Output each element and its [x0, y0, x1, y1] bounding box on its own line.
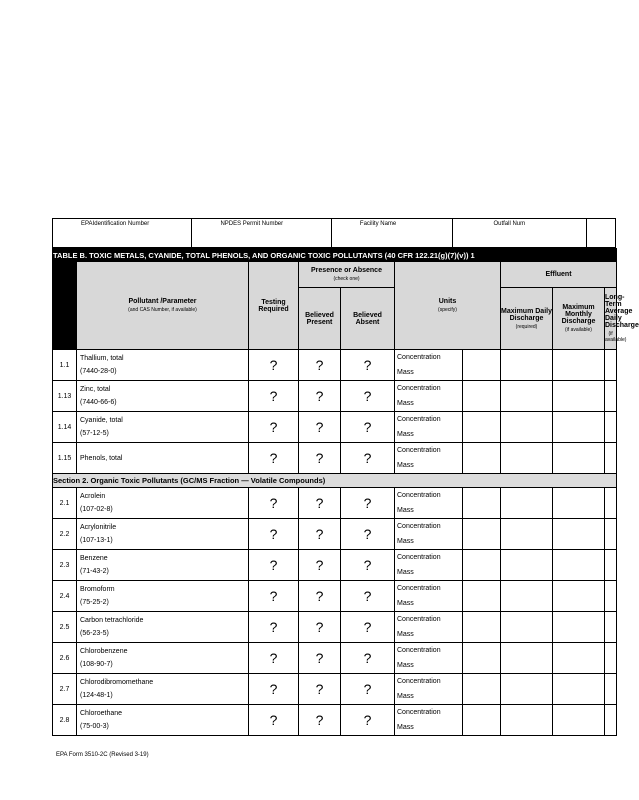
long-term-input[interactable] — [605, 705, 617, 736]
testing-required-field[interactable]: ? — [249, 443, 299, 474]
pollutant-name — [77, 612, 249, 643]
epa-id-label: EPAIdentification Number — [81, 221, 150, 227]
max-daily-input[interactable] — [501, 381, 553, 412]
max-daily-input[interactable] — [501, 612, 553, 643]
long-term-header: Long-Term Average Daily Discharge (if available) — [605, 288, 617, 350]
pollutant-name — [77, 643, 249, 674]
max-monthly-input[interactable] — [553, 643, 605, 674]
concentration-label: Concentration — [397, 416, 441, 423]
cas-number: (75-00-3) — [80, 723, 109, 730]
row-number: 2.6 — [53, 643, 77, 674]
believed-present-field[interactable]: ? — [299, 705, 341, 736]
mass-label: Mass — [397, 600, 414, 607]
mass-label: Mass — [397, 693, 414, 700]
row-number: 2.5 — [53, 612, 77, 643]
mass-label: Mass — [397, 507, 414, 514]
units-label — [395, 350, 463, 381]
units-label — [395, 412, 463, 443]
cas-number: (7440-66-6) — [80, 399, 117, 406]
long-term-input[interactable] — [605, 412, 617, 443]
testing-required-field[interactable]: ? — [249, 381, 299, 412]
believed-absent-header: Believed Absent — [341, 288, 395, 350]
long-term-input[interactable] — [605, 381, 617, 412]
table-row — [53, 350, 617, 381]
units-label — [395, 381, 463, 412]
form-footer: EPA Form 3510-2C (Revised 3-19) — [56, 752, 149, 758]
pollutant-label: Phenols, total — [80, 454, 123, 462]
units-input[interactable] — [463, 519, 501, 550]
max-monthly-input[interactable] — [553, 581, 605, 612]
table-row — [53, 674, 617, 705]
row-number: 2.1 — [53, 488, 77, 519]
table-row — [53, 705, 617, 736]
believed-present-field[interactable]: ? — [299, 443, 341, 474]
believed-present-field[interactable]: ? — [299, 612, 341, 643]
max-daily-input[interactable] — [501, 705, 553, 736]
max-daily-header: Maximum Daily Discharge (required) — [501, 288, 553, 350]
max-monthly-input[interactable] — [553, 412, 605, 443]
cas-number: (56-23-5) — [80, 630, 109, 637]
effluent-header: Effluent — [501, 262, 617, 288]
testing-required-field[interactable]: ? — [249, 350, 299, 381]
believed-absent-field[interactable]: ? — [341, 550, 395, 581]
pollutant-label: Bromoform — [80, 586, 115, 593]
max-monthly-input[interactable] — [553, 705, 605, 736]
pollutant-name — [77, 381, 249, 412]
long-term-input[interactable] — [605, 674, 617, 705]
believed-present-field[interactable]: ? — [299, 488, 341, 519]
pollutant-name — [77, 412, 249, 443]
cas-number: (107-13-1) — [80, 537, 113, 544]
pollutant-label: Zinc, total — [80, 386, 111, 393]
units-label — [395, 443, 463, 474]
cas-number: (7440-28-0) — [80, 368, 117, 375]
max-daily-input[interactable] — [501, 443, 553, 474]
mass-label: Mass — [397, 369, 414, 376]
pollutant-name — [77, 488, 249, 519]
long-term-input[interactable] — [605, 519, 617, 550]
table-row — [53, 412, 617, 443]
pollutant-label: Chloroethane — [80, 710, 123, 717]
pollutant-table — [52, 248, 639, 736]
pollutant-label: Acrylonitrile — [80, 524, 117, 531]
believed-present-header: Believed Present — [299, 288, 341, 350]
facility-label: Facility Name — [359, 221, 397, 227]
units-label — [395, 550, 463, 581]
concentration-label: Concentration — [397, 554, 441, 561]
units-label — [395, 643, 463, 674]
max-daily-input[interactable] — [501, 581, 553, 612]
npdes-field[interactable] — [192, 219, 331, 247]
long-term-input[interactable] — [605, 643, 617, 674]
max-monthly-header: Maximum Monthly Discharge (if available) — [553, 288, 605, 350]
believed-present-field[interactable]: ? — [299, 581, 341, 612]
units-input[interactable] — [463, 674, 501, 705]
long-term-input[interactable] — [605, 581, 617, 612]
testing-required-field[interactable]: ? — [249, 519, 299, 550]
long-term-input[interactable] — [605, 350, 617, 381]
cas-number: (124-48-1) — [80, 692, 113, 699]
units-input[interactable] — [463, 643, 501, 674]
max-daily-input[interactable] — [501, 643, 553, 674]
pollutant-name — [77, 443, 249, 474]
testing-required-field[interactable]: ? — [249, 412, 299, 443]
table-row — [53, 381, 617, 412]
cas-number: (107-02-8) — [80, 506, 113, 513]
max-daily-input[interactable] — [501, 350, 553, 381]
units-label — [395, 519, 463, 550]
presence-header: Presence or Absence (check one) — [299, 262, 395, 288]
max-monthly-input[interactable] — [553, 381, 605, 412]
max-monthly-input[interactable] — [553, 519, 605, 550]
units-input[interactable] — [463, 581, 501, 612]
units-label — [395, 488, 463, 519]
testing-required-field[interactable]: ? — [249, 581, 299, 612]
mass-label: Mass — [397, 462, 414, 469]
long-term-input[interactable] — [605, 488, 617, 519]
believed-present-field[interactable]: ? — [299, 674, 341, 705]
testing-required-field[interactable]: ? — [249, 612, 299, 643]
units-input[interactable] — [463, 612, 501, 643]
pollutant-name — [77, 519, 249, 550]
cas-number: (71-43-2) — [80, 568, 109, 575]
table-row — [53, 643, 617, 674]
pollutant-name — [77, 550, 249, 581]
units-header: Units (specify) — [395, 262, 501, 350]
believed-absent-field[interactable]: ? — [341, 519, 395, 550]
units-input[interactable] — [463, 488, 501, 519]
concentration-label: Concentration — [397, 354, 441, 361]
believed-absent-field[interactable]: ? — [341, 350, 395, 381]
row-number: 1.14 — [53, 412, 77, 443]
units-input[interactable] — [463, 550, 501, 581]
pollutant-label: Thallium, total — [80, 355, 124, 362]
believed-present-field[interactable]: ? — [299, 412, 341, 443]
pollutant-label: Chlorodibromomethane — [80, 679, 154, 686]
pollutant-name — [77, 350, 249, 381]
pollutant-name — [77, 705, 249, 736]
believed-absent-field[interactable]: ? — [341, 381, 395, 412]
units-input[interactable] — [463, 350, 501, 381]
table-row — [53, 488, 617, 519]
identification-bar — [52, 218, 616, 248]
units-label — [395, 612, 463, 643]
max-monthly-input[interactable] — [553, 488, 605, 519]
believed-present-field[interactable]: ? — [299, 550, 341, 581]
table-row — [53, 612, 617, 643]
mass-label: Mass — [397, 569, 414, 576]
max-daily-input[interactable] — [501, 550, 553, 581]
concentration-label: Concentration — [397, 678, 441, 685]
believed-absent-field[interactable]: ? — [341, 412, 395, 443]
believed-absent-field[interactable]: ? — [341, 581, 395, 612]
row-number: 2.7 — [53, 674, 77, 705]
table-row — [53, 581, 617, 612]
cas-number: (108-90-7) — [80, 661, 113, 668]
table-row — [53, 550, 617, 581]
row-number: 1.13 — [53, 381, 77, 412]
row-number: 2.2 — [53, 519, 77, 550]
max-monthly-input[interactable] — [553, 674, 605, 705]
row-number: 2.8 — [53, 705, 77, 736]
max-monthly-input[interactable] — [553, 350, 605, 381]
table-title-row — [53, 249, 617, 262]
pollutant-label: Benzene — [80, 555, 108, 562]
row-number: 1.15 — [53, 443, 77, 474]
cas-number: (57-12-5) — [80, 430, 109, 437]
pollutant-label: Acrolein — [80, 493, 106, 500]
max-monthly-input[interactable] — [553, 443, 605, 474]
believed-present-field[interactable]: ? — [299, 643, 341, 674]
mass-label: Mass — [397, 431, 414, 438]
table-row — [53, 443, 617, 474]
concentration-label: Concentration — [397, 616, 441, 623]
units-label — [395, 581, 463, 612]
concentration-label: Concentration — [397, 709, 441, 716]
believed-present-field[interactable]: ? — [299, 381, 341, 412]
concentration-label: Concentration — [397, 385, 441, 392]
max-daily-input[interactable] — [501, 412, 553, 443]
units-input[interactable] — [463, 705, 501, 736]
max-daily-input[interactable] — [501, 674, 553, 705]
section-2-title: Section 2. Organic Toxic Pollutants (GC/MS Fraction — Volatile Compounds) — [53, 474, 617, 488]
testing-required-field[interactable]: ? — [249, 550, 299, 581]
testing-required-field[interactable]: ? — [249, 488, 299, 519]
believed-absent-field[interactable]: ? — [341, 674, 395, 705]
long-term-input[interactable] — [605, 612, 617, 643]
max-monthly-input[interactable] — [553, 612, 605, 643]
pollutant-label: Carbon tetrachloride — [80, 617, 144, 624]
mass-label: Mass — [397, 662, 414, 669]
row-number: 1.1 — [53, 350, 77, 381]
cas-number: (75-25-2) — [80, 599, 109, 606]
outfall-field[interactable] — [453, 219, 587, 247]
max-monthly-input[interactable] — [553, 550, 605, 581]
npdes-label: NPDES Permit Number — [220, 221, 284, 227]
concentration-label: Concentration — [397, 523, 441, 530]
units-label — [395, 674, 463, 705]
epa-id-field[interactable] — [53, 219, 192, 247]
row-number: 2.3 — [53, 550, 77, 581]
units-input[interactable] — [463, 443, 501, 474]
pollutant-name — [77, 674, 249, 705]
table-row — [53, 519, 617, 550]
row-number: 2.4 — [53, 581, 77, 612]
believed-absent-field[interactable]: ? — [341, 443, 395, 474]
mass-label: Mass — [397, 724, 414, 731]
mass-label: Mass — [397, 631, 414, 638]
units-input[interactable] — [463, 381, 501, 412]
testing-header: Testing Required — [249, 262, 299, 350]
units-input[interactable] — [463, 412, 501, 443]
pollutant-label: Cyanide, total — [80, 417, 123, 424]
concentration-label: Concentration — [397, 447, 441, 454]
believed-absent-field[interactable]: ? — [341, 643, 395, 674]
long-term-input[interactable] — [605, 443, 617, 474]
max-daily-input[interactable] — [501, 519, 553, 550]
section-2-header-row — [53, 474, 617, 488]
believed-present-field[interactable]: ? — [299, 519, 341, 550]
concentration-label: Concentration — [397, 585, 441, 592]
pollutant-header: Pollutant /Parameter (and CAS Number, if available) — [77, 262, 249, 350]
concentration-label: Concentration — [397, 647, 441, 654]
believed-absent-field[interactable]: ? — [341, 612, 395, 643]
mass-label: Mass — [397, 400, 414, 407]
table-title: TABLE B. TOXIC METALS, CYANIDE, TOTAL PHENOLS, AND ORGANIC TOXIC POLLUTANTS (40 CFR 122.21(g)(7)(v)) 1 — [53, 249, 617, 262]
believed-absent-field[interactable]: ? — [341, 488, 395, 519]
header-row-1 — [53, 262, 617, 288]
mass-label: Mass — [397, 538, 414, 545]
pollutant-name — [77, 581, 249, 612]
outfall-label: Outfall Num — [493, 221, 526, 227]
blank-field — [587, 219, 615, 247]
facility-field[interactable] — [332, 219, 454, 247]
testing-required-field[interactable]: ? — [249, 643, 299, 674]
testing-required-field[interactable]: ? — [249, 674, 299, 705]
believed-present-field[interactable]: ? — [299, 350, 341, 381]
max-daily-input[interactable] — [501, 488, 553, 519]
believed-absent-field[interactable]: ? — [341, 705, 395, 736]
long-term-input[interactable] — [605, 550, 617, 581]
testing-required-field[interactable]: ? — [249, 705, 299, 736]
concentration-label: Concentration — [397, 492, 441, 499]
pollutant-label: Chlorobenzene — [80, 648, 128, 655]
units-label — [395, 705, 463, 736]
